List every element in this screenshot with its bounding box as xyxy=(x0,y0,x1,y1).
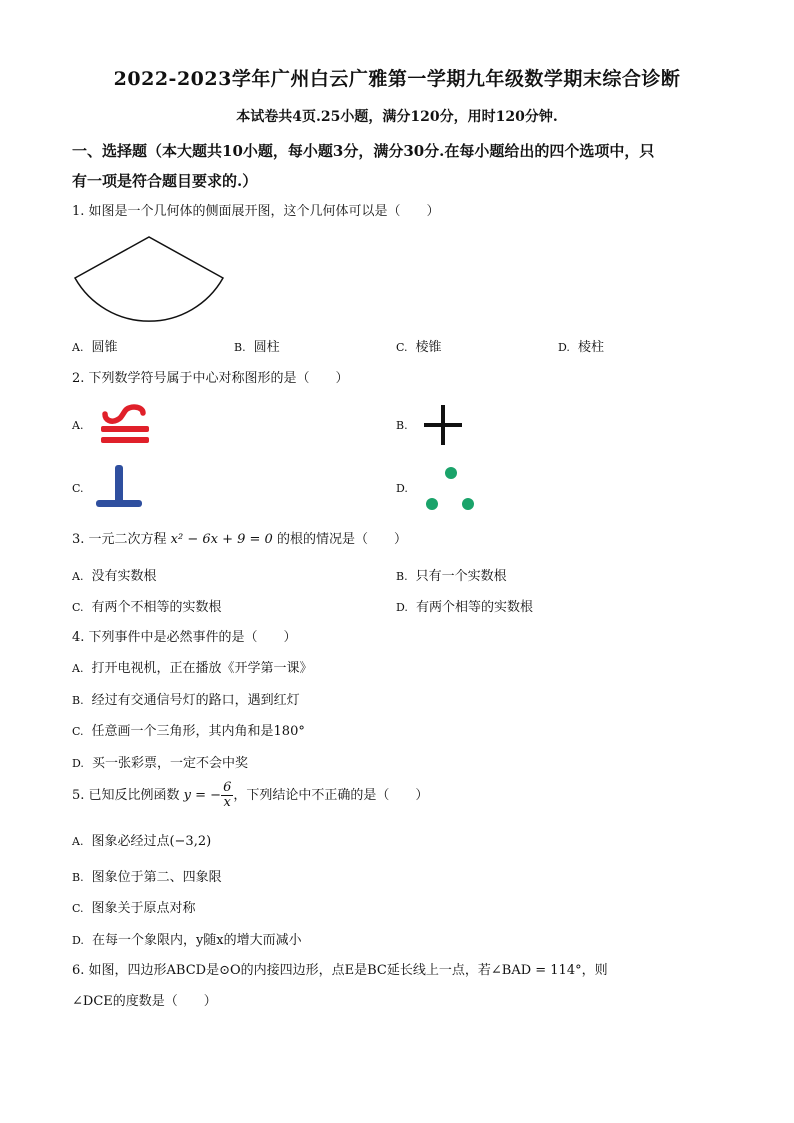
sector-figure xyxy=(72,234,232,344)
q1-option-a[interactable]: A. 圆锥 xyxy=(72,340,118,355)
q2-option-a[interactable]: A. xyxy=(72,419,84,432)
fraction: $\frac{6}{x}$ xyxy=(223,780,232,810)
q3-option-d[interactable]: D. 有两个相等的实数根 xyxy=(396,600,533,615)
q3-option-a[interactable]: A. 没有实数根 xyxy=(72,569,157,584)
q4-option-b[interactable]: B. 经过有交通信号灯的路口，遇到红灯 xyxy=(72,693,300,708)
q4-option-a[interactable]: A. 打开电视机，正在播放《开学第一课》 xyxy=(72,661,313,676)
q1-option-c[interactable]: C. 棱锥 xyxy=(396,340,442,355)
q1-option-b[interactable]: B. 圆柱 xyxy=(234,340,280,355)
question-4-stem: 4. 下列事件中是必然事件的是（ ） xyxy=(72,630,297,645)
q5-option-a[interactable]: A. 图象必经过点(−3,2) xyxy=(72,834,212,849)
q5-option-b[interactable]: B. 图象位于第二、四象限 xyxy=(72,870,222,885)
equation: x² − 6x + 9 = 0 xyxy=(170,532,273,547)
question-1-stem: 1. 如图是一个几何体的侧面展开图，这个几何体可以是（ ） xyxy=(72,204,440,219)
question-3-stem: 3. 一元二次方程 x² − 6x + 9 = 0 的根的情况是（ ） xyxy=(72,532,407,547)
page-title: 2022-2023学年广州白云广雅第一学期九年级数学期末综合诊断 xyxy=(113,68,681,90)
q3-option-c[interactable]: C. 有两个不相等的实数根 xyxy=(72,600,222,615)
section-heading-line2: 有一项是符合题目要求的.） xyxy=(72,172,258,190)
q2-option-d[interactable]: D. xyxy=(396,482,408,495)
q2-option-c[interactable]: C. xyxy=(72,482,84,495)
question-6-line1: 6. 如图，四边形ABCD是⊙O的内接四边形，点E是BC延长线上一点，若∠BAD = 114°，则 xyxy=(72,963,608,978)
q1-option-d[interactable]: D. 棱柱 xyxy=(558,340,604,355)
q2-option-b[interactable]: B. xyxy=(396,419,408,432)
q5-option-d[interactable]: D. 在每一个象限内，y随x的增大而减小 xyxy=(72,933,302,948)
q3-option-b[interactable]: B. 只有一个实数根 xyxy=(396,569,507,584)
page-subtitle: 本试卷共4页.25小题，满分120分，用时120分钟. xyxy=(236,109,558,125)
q5-option-c[interactable]: C. 图象关于原点对称 xyxy=(72,901,196,916)
question-5-stem: 5. 已知反比例函数 y = − $\frac{6}{x}$ ，下列结论中不正确的是（ ） xyxy=(72,780,429,810)
perpendicular-symbol-icon xyxy=(96,465,144,509)
congruent-symbol-icon xyxy=(98,404,152,446)
q4-option-c[interactable]: C. 任意画一个三角形，其内角和是180° xyxy=(72,724,305,739)
q4-option-d[interactable]: D. 买一张彩票，一定不会中奖 xyxy=(72,756,248,771)
plus-symbol-icon xyxy=(424,405,462,445)
three-dots-symbol-icon xyxy=(424,466,478,514)
question-6-line2: ∠DCE的度数是（ ） xyxy=(72,994,217,1009)
question-2-stem: 2. 下列数学符号属于中心对称图形的是（ ） xyxy=(72,371,349,386)
section-heading-line1: 一、选择题（本大题共10小题，每小题3分，满分30分.在每小题给出的四个选项中，只 xyxy=(72,142,655,160)
